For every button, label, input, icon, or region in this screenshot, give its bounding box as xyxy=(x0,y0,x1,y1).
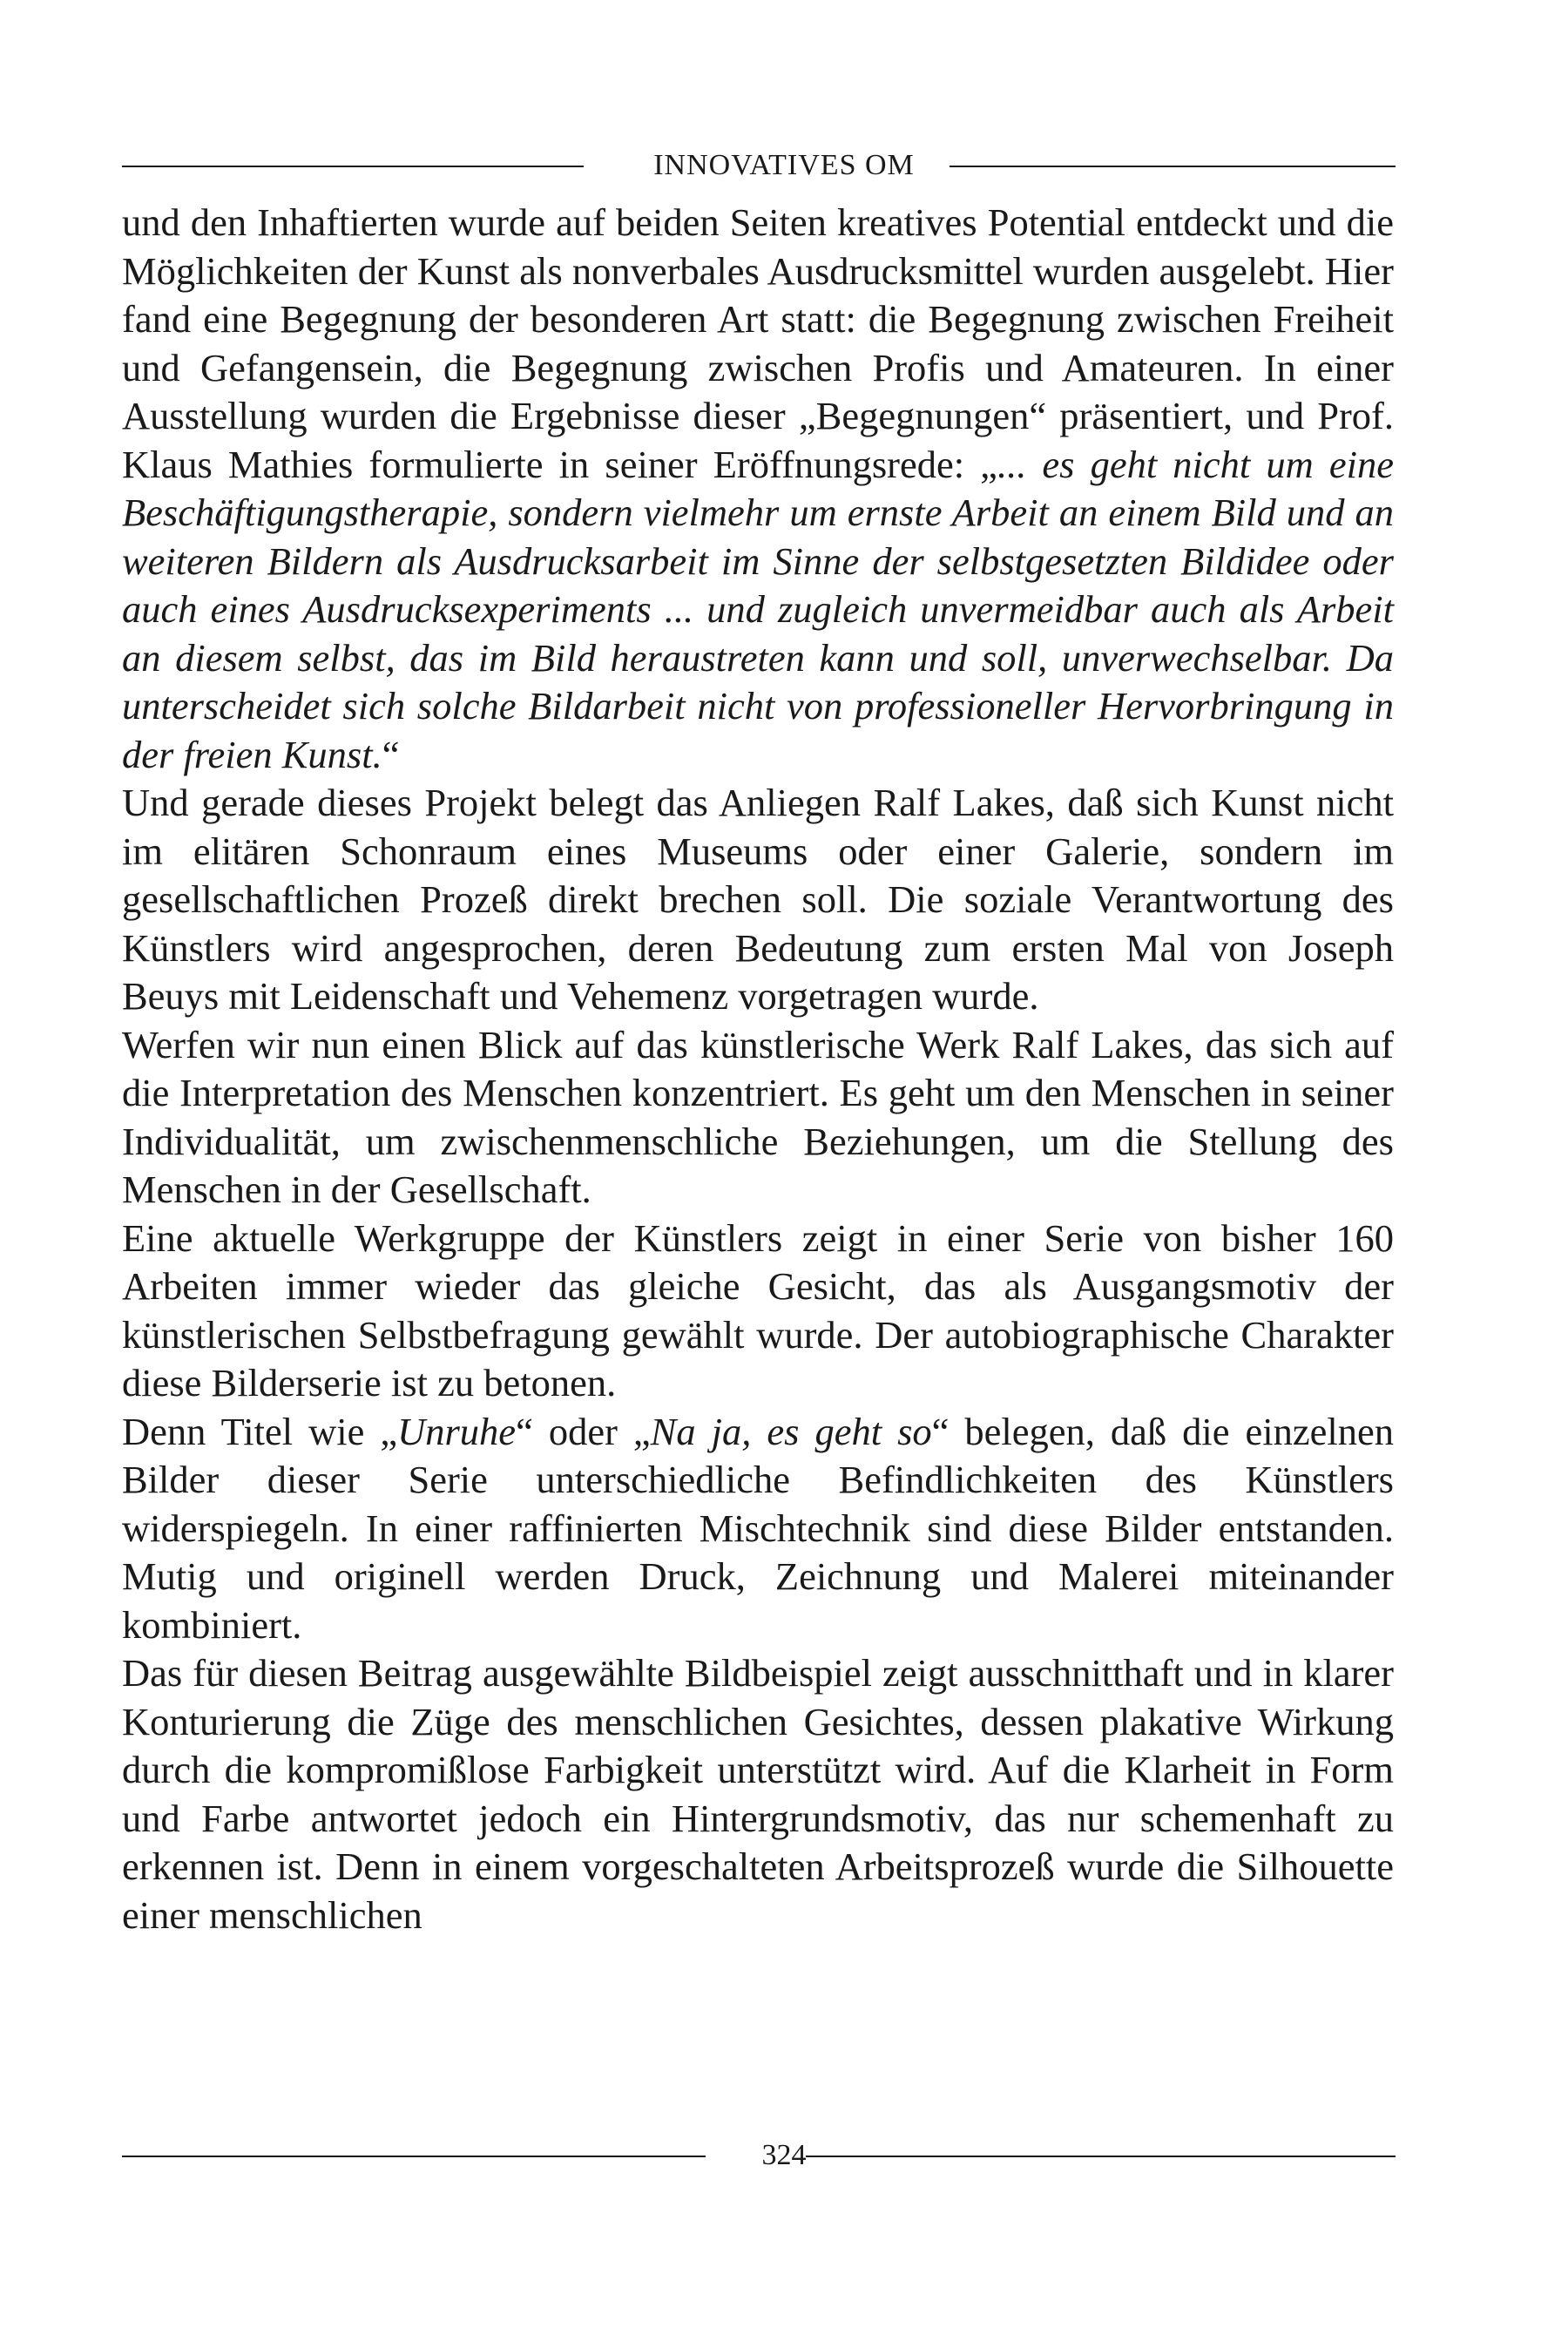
paragraph-social-responsibility: Und gerade dieses Projekt belegt das Anliegen Ralf Lakes, daß sich Kunst nicht im elitären Schonraum eines Museums oder einer Galerie, sondern im gesellschaftlichen Prozeß direkt brechen soll. Die soziale Verantwortung des Künstlers wird angesprochen, deren Bedeutung zum ersten Mal von Joseph Beuys mit Leidenschaft und Vehemenz vorgetragen wurde. xyxy=(122,781,1394,1018)
title-na-ja: Na ja, es geht so xyxy=(650,1409,932,1453)
page-number: 324 xyxy=(761,2139,807,2171)
page-body xyxy=(122,199,1394,1939)
mathies-quote: ... es geht nicht um eine Beschäftigungstherapie, sondern vielmehr um ernste Arbeit an einem Bild und an weiteren Bildern als Ausdrucksarbeit im Sinne der selbstgesetzten Bildidee oder auch eines Ausdrucksexperiments ... und zugleich unvermeidbar auch als Arbeit an diesem selbst, das im Bild heraustreten kann und soll, unverwechselbar. Da unterscheidet sich solche Bildarbeit nicht von professioneller Hervorbringung in der freien Kunst. xyxy=(122,442,1394,776)
paragraph-titles: Denn Titel wie „Unruhe“ oder „Na ja, es geht so“ belegen, daß die einzelnen Bilder dieser Serie unterschiedliche Befindlichkeiten des Künstlers widerspiegeln. In einer raffinierten Mischtechnik sind diese Bilder entstanden. Mutig und originell werden Druck, Zeichnung und Malerei miteinander kombiniert. xyxy=(122,1409,1395,1647)
paragraph-prison-project: und den Inhaftierten wurde auf beiden Seiten kreatives Potential entdeckt und die Möglichkeiten der Kunst als nonverbales Ausdrucksmittel wurden ausgelebt. Hier fand eine Begegnung der besonderen Art statt: die Begegnung zwischen Freiheit und Gefangensein, die Begegnung zwischen Profis und Amateuren. In einer Ausstellung wurden die Ergebnisse dieser „Begegnungen“ präsentiert, und Prof. Klaus Mathies formulierte in seiner Eröffnungsrede: „... es geht nicht um eine Beschäftigungstherapie, sondern vielmehr um ernste Arbeit an einem Bild und an weiteren Bildern als Ausdrucksarbeit im Sinne der selbstgesetzten Bildidee oder auch eines Ausdrucksexperiments ... und zugleich unvermeidbar auch als Arbeit an diesem selbst, das im Bild heraustreten kann und soll, unverwechselbar. Da unterscheidet sich solche Bildarbeit nicht von professioneller Hervorbringung in der freien Kunst.“ xyxy=(122,200,1394,776)
header-rule-right xyxy=(950,166,1396,167)
paragraph-image-example: Das für diesen Beitrag ausgewählte Bildbeispiel zeigt ausschnitthaft und in klarer Konturierung die Züge des menschlichen Gesichtes, dessen plakative Wirkung durch die kompromißlose Farbigkeit unterstützt wird. Auf die Klarheit in Form und Farbe antwortet jedoch ein Hintergrundsmotiv, das nur schemenhaft zu erkennen ist. Denn in einem vorgeschalteten Arbeitsprozeß wurde die Silhouette einer menschlichen xyxy=(122,1651,1394,1937)
footer-rule-right xyxy=(806,2156,1396,2157)
paragraph-artistic-work: Werfen wir nun einen Blick auf das künstlerische Werk Ralf Lakes, das sich auf die Interpretation des Menschen konzentriert. Es geht um den Menschen in seiner Individualität, um zwischenmenschliche Beziehungen, um die Stellung des Menschen in der Gesellschaft. xyxy=(122,1022,1394,1211)
running-header: INNOVATIVES OM xyxy=(653,149,915,181)
title-unruhe: Unruhe xyxy=(397,1409,517,1453)
paragraph-series: Eine aktuelle Werkgruppe der Künstlers zeigt in einer Serie von bisher 160 Arbeiten immer wieder das gleiche Gesicht, das als Ausgangsmotiv der künstlerischen Selbstbefragung gewählt wurde. Der autobiographische Charakter diese Bilderserie ist zu betonen. xyxy=(122,1215,1394,1404)
